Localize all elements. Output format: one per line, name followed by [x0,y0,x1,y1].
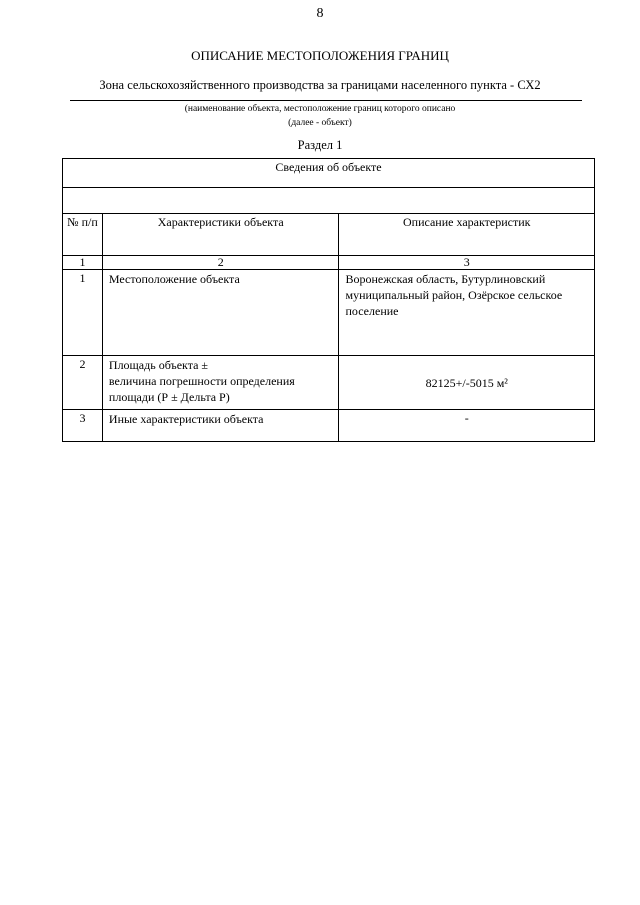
characteristic-line: площади (Р ± Дельта Р) [108,390,230,404]
index-cell-1: 1 [63,256,103,270]
table-empty-cell [63,188,595,214]
page-number: 8 [316,6,324,21]
index-cell-2: 2 [102,256,339,270]
row-characteristic: Местоположение объекта [102,270,339,356]
object-caption-line-1: (наименование объекта, местоположение границ которого описано [184,104,456,114]
characteristic-line: Площадь объекта ± [108,358,209,372]
row-characteristic [102,356,339,410]
table-row [63,410,595,442]
row-num: 1 [63,270,103,356]
row-description: 82125+/-5015 м² [339,356,595,410]
object-info-table [62,158,595,442]
table-empty-row [63,188,595,214]
header-description: Описание характеристик [339,214,595,256]
characteristic-line: величина погрешности определения [108,374,295,388]
header-num: № п/п [63,214,103,256]
index-cell-3: 3 [339,256,595,270]
table-index-row [63,256,595,270]
table-title: Сведения об объекте [63,159,595,188]
section-label: Раздел 1 [297,138,343,152]
row-description: - [339,410,595,442]
row-description: Воронежская область, Бутурлиновский муниципальный район, Озёрское сельское поселение [339,270,595,356]
row-characteristic: Иные характеристики объекта [102,410,339,442]
row-num: 3 [63,410,103,442]
object-caption-line-2: (далее - объект) [288,118,352,128]
table-title-row [63,159,595,188]
object-name: Зона сельскохозяйственного производства за границами населенного пункта - СХ2 [99,78,541,92]
header-characteristics: Характеристики объекта [102,214,339,256]
table-row [63,270,595,356]
table-header-row [63,214,595,256]
row-num: 2 [63,356,103,410]
object-name-underline [70,100,582,101]
table-row [63,356,595,410]
document-title: ОПИСАНИЕ МЕСТОПОЛОЖЕНИЯ ГРАНИЦ [191,48,449,63]
